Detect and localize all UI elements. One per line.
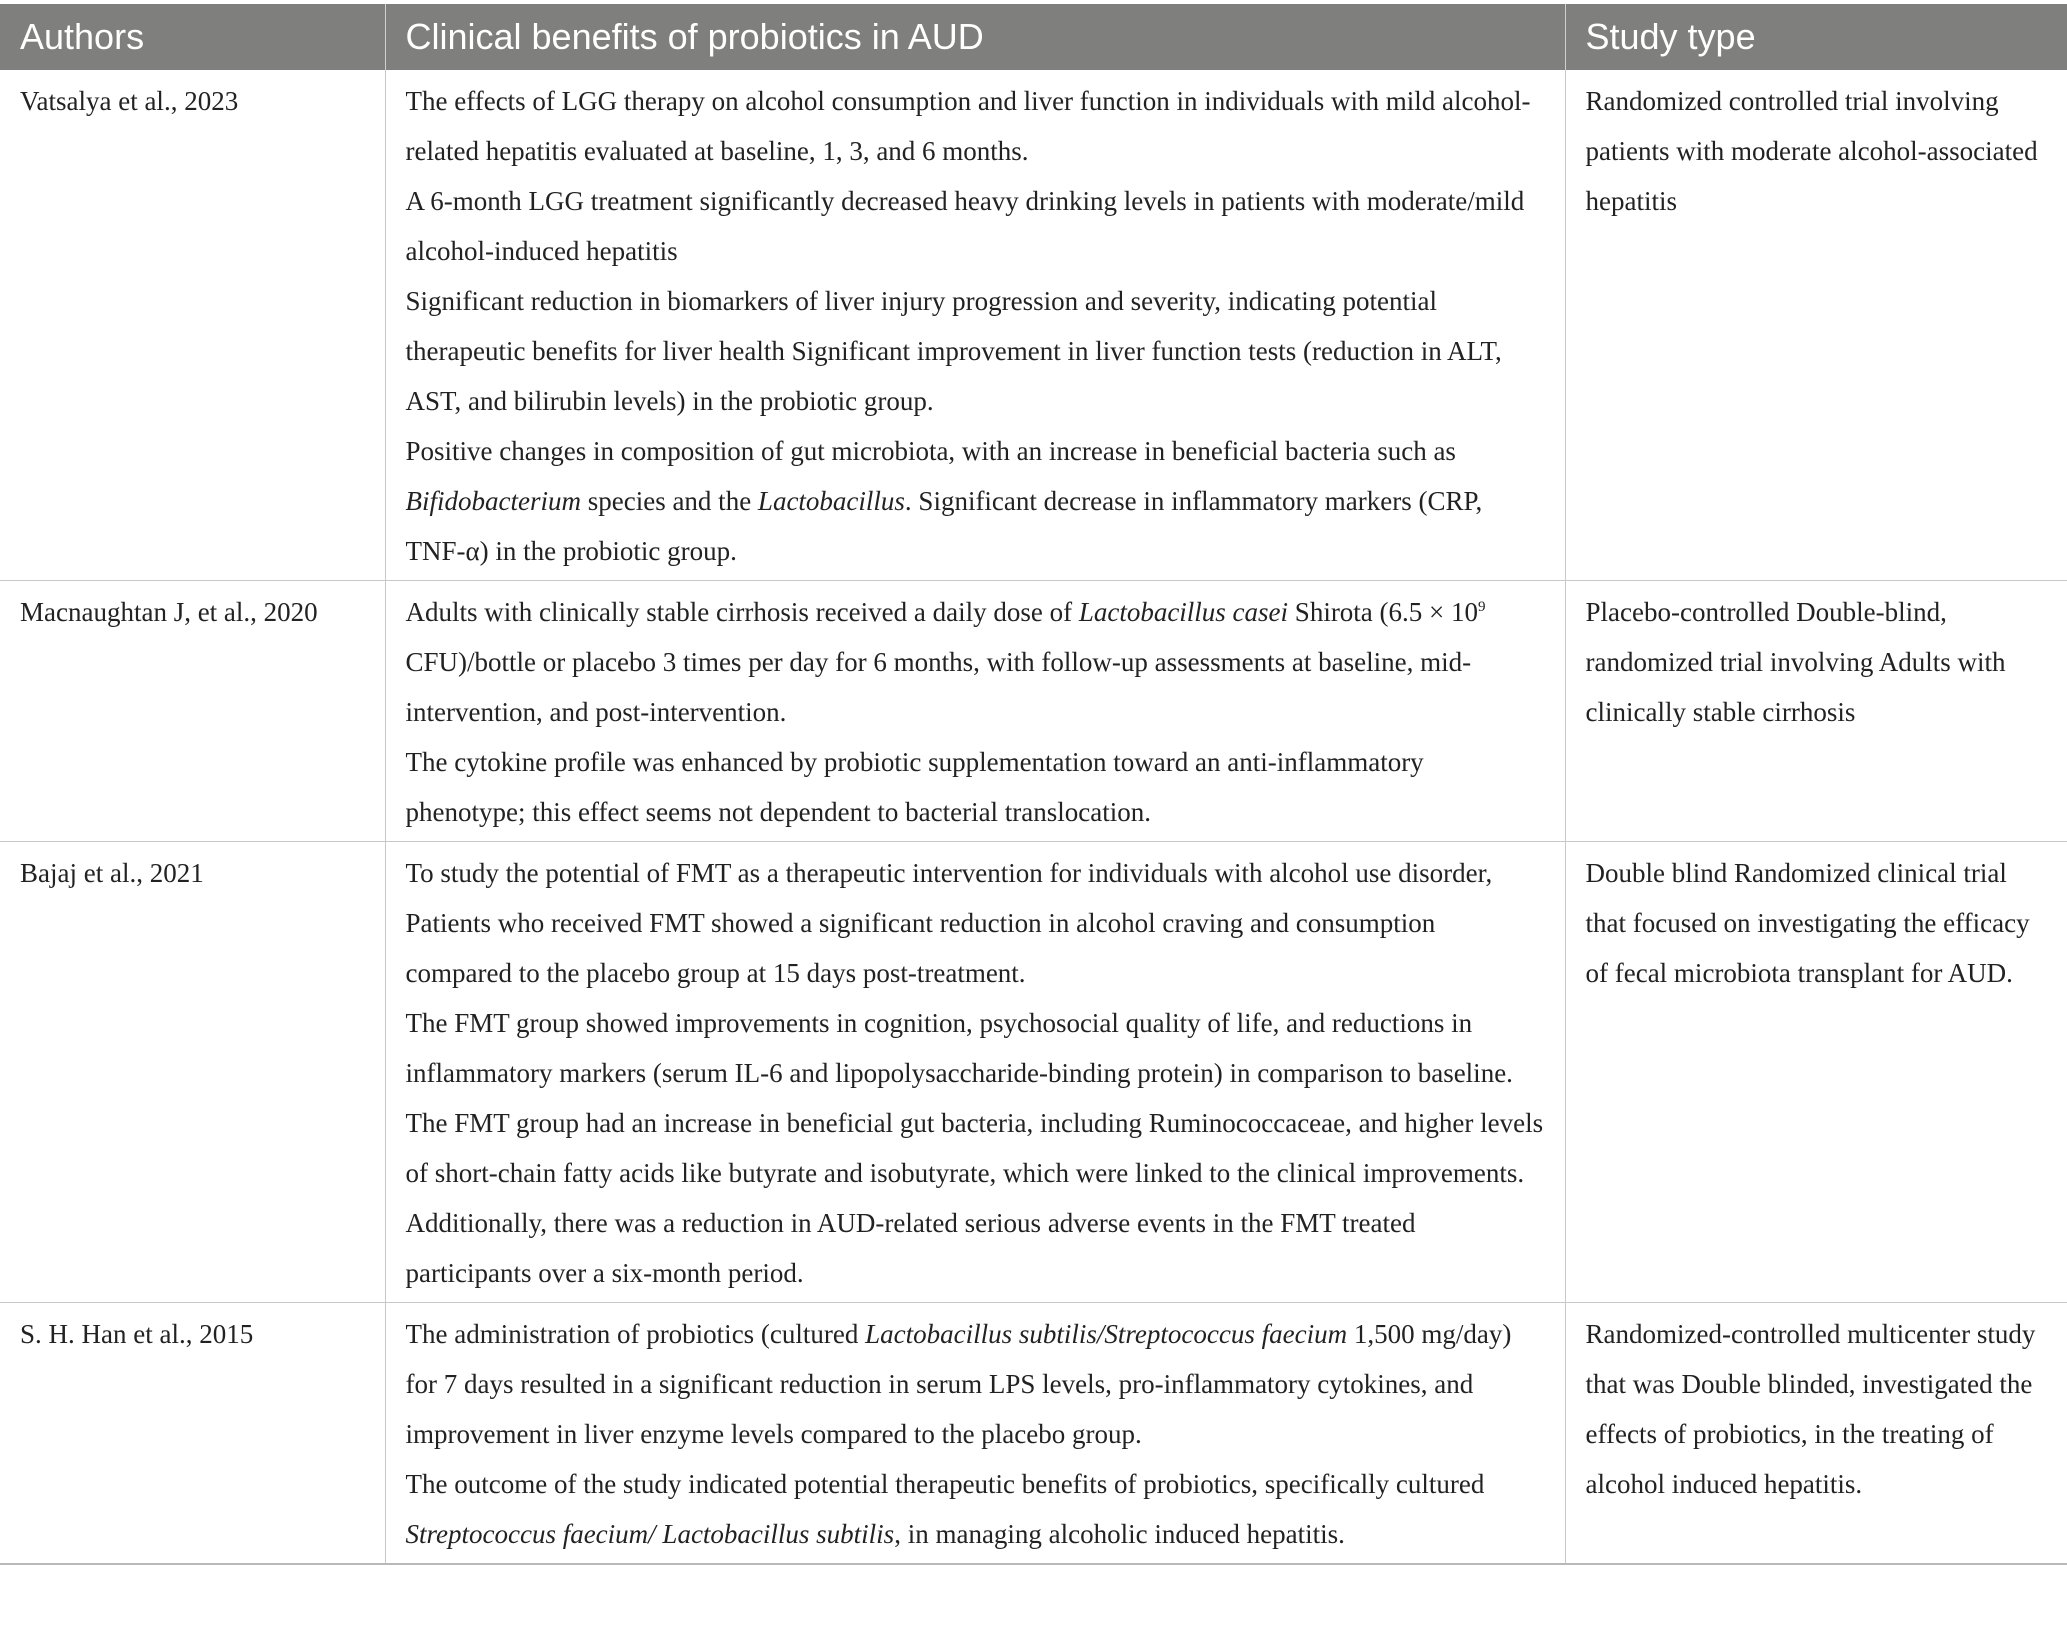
- exponent: 9: [1478, 599, 1486, 615]
- table-row: [0, 842, 2067, 1303]
- benefit-text: , in managing alcoholic induced hepatitis.: [894, 1519, 1345, 1549]
- cell-benefits: [385, 581, 1565, 842]
- cell-study-type: Double blind Randomized clinical trial that focused on investigating the efficacy of fecal microbiota transplant for AUD.: [1565, 842, 2067, 1303]
- species-name: Bifidobacterium: [405, 486, 581, 516]
- header-authors: Authors: [0, 4, 385, 70]
- cell-authors: S. H. Han et al., 2015: [0, 1303, 385, 1565]
- benefit-text: species and the: [580, 486, 758, 516]
- benefit-text: To study the potential of FMT as a therapeutic intervention for individuals with alcohol use disorder, Patients who received FMT showed a significant reduction in alcohol craving and consumption compared to the placebo group at 15 days post-treatment.: [405, 858, 1493, 988]
- benefit-text: Shirota (6.5 × 10: [1288, 597, 1479, 627]
- benefit-text: A 6-month LGG treatment significantly decreased heavy drinking levels in patients with moderate/mild alcohol-induced hepatitis: [405, 186, 1525, 266]
- cell-benefits: [385, 70, 1565, 581]
- header-clinical-benefits: Clinical benefits of probiotics in AUD: [385, 4, 1565, 70]
- benefit-text: CFU)/bottle or placebo 3 times per day for 6 months, with follow-up assessments at baseline, mid-intervention, and post-intervention.: [405, 647, 1472, 727]
- benefit-text: . Significant decrease in inflammatory markers (CRP, TNF-α) in the probiotic group.: [405, 486, 1483, 566]
- cell-authors: Bajaj et al., 2021: [0, 842, 385, 1303]
- species-name: Lactobacillus: [757, 486, 905, 516]
- cell-benefits: [385, 1303, 1565, 1565]
- benefit-paragraph: [406, 1098, 1545, 1298]
- cell-study-type: Randomized-controlled multicenter study that was Double blinded, investigated the effects of probiotics, in the treating of alcohol induced hepatitis.: [1565, 1303, 2067, 1565]
- table-row: [0, 1303, 2067, 1565]
- benefit-text: 1,500 mg/day) for 7 days resulted in a significant reduction in serum LPS levels, pro-inflammatory cytokines, and improvement in liver enzyme levels compared to the placebo group.: [405, 1319, 1512, 1449]
- benefit-paragraph: [406, 276, 1545, 426]
- benefit-paragraph: [406, 587, 1545, 737]
- benefit-paragraph: [406, 1459, 1545, 1559]
- benefit-paragraph: [406, 176, 1545, 276]
- benefit-text: The outcome of the study indicated potential therapeutic benefits of probiotics, specifically cultured: [405, 1469, 1485, 1499]
- species-name: Lactobacillus casei: [1078, 597, 1289, 627]
- cell-authors: Vatsalya et al., 2023: [0, 70, 385, 581]
- benefit-text: The effects of LGG therapy on alcohol consumption and liver function in individuals with mild alcohol-related hepatitis evaluated at baseline, 1, 3, and 6 months.: [405, 86, 1531, 166]
- species-name: Lactobacillus subtilis/Streptococcus faecium: [865, 1319, 1348, 1349]
- header-study-type: Study type: [1565, 4, 2067, 70]
- benefit-paragraph: [406, 76, 1545, 176]
- benefit-text: The FMT group had an increase in beneficial gut bacteria, including Ruminococcaceae, and higher levels of short-chain fatty acids like butyrate and isobutyrate, which were linked to the clinical improvements. Additionally, there was a reduction in AUD-related serious adverse events in the FMT treated participants over a six-month period.: [405, 1108, 1544, 1288]
- benefit-paragraph: [406, 426, 1545, 576]
- benefit-paragraph: [406, 848, 1545, 998]
- probiotics-table-container: [0, 4, 2067, 1565]
- benefit-text: Positive changes in composition of gut microbiota, with an increase in beneficial bacteria such as: [405, 436, 1456, 466]
- table-row: [0, 70, 2067, 581]
- cell-authors: Macnaughtan J, et al., 2020: [0, 581, 385, 842]
- benefit-paragraph: [406, 1309, 1545, 1459]
- probiotics-aud-table: [0, 4, 2067, 1565]
- benefit-text: The administration of probiotics (cultured: [405, 1319, 866, 1349]
- benefit-text: The FMT group showed improvements in cognition, psychosocial quality of life, and reductions in inflammatory markers (serum IL-6 and lipopolysaccharide-binding protein) in comparison to baseline.: [405, 1008, 1513, 1088]
- cell-benefits: [385, 842, 1565, 1303]
- table-row: [0, 581, 2067, 842]
- species-name: Streptococcus faecium/ Lactobacillus subtilis: [405, 1519, 895, 1549]
- benefit-paragraph: [406, 737, 1545, 837]
- table-header-row: [0, 4, 2067, 70]
- benefit-text: Significant reduction in biomarkers of liver injury progression and severity, indicating potential therapeutic benefits for liver health Significant improvement in liver function tests (reduction in ALT, AST, and bilirubin levels) in the probiotic group.: [405, 286, 1502, 416]
- cell-study-type: Placebo-controlled Double-blind, randomized trial involving Adults with clinically stable cirrhosis: [1565, 581, 2067, 842]
- benefit-text: The cytokine profile was enhanced by probiotic supplementation toward an anti-inflammatory phenotype; this effect seems not dependent to bacterial translocation.: [405, 747, 1424, 827]
- benefit-text: Adults with clinically stable cirrhosis received a daily dose of: [405, 597, 1079, 627]
- cell-study-type: Randomized controlled trial involving patients with moderate alcohol-associated hepatitis: [1565, 70, 2067, 581]
- benefit-paragraph: [406, 998, 1545, 1098]
